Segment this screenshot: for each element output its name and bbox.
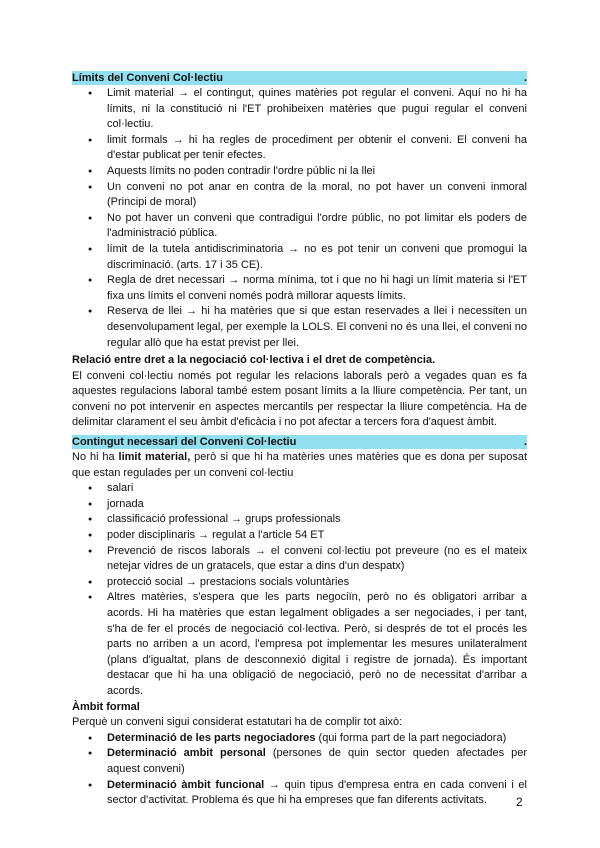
list-item: ● Prevenció de riscos laborals → el conveni col·lectiu pot preveure (no es el mateix netejar vidres de un gratacels, que estar a dins d'un despatx) — [72, 544, 527, 575]
limits-list — [72, 86, 527, 351]
contingut-list — [72, 481, 527, 699]
heading-end: . — [523, 72, 527, 84]
section-heading-ambit-formal: Àmbit formal — [72, 700, 140, 713]
intro-text: No hi ha — [72, 451, 119, 464]
list-item: ● classificació professional → grups professionals — [72, 512, 527, 528]
list-item: ● Reserva de llei → hi ha matèries que si que estan reservades a llei i necessiten un desenvolupament legal, per exemple la LOLS. El conveni no és una llei, el conveni no regular allò que ha estat previst per llei. — [72, 304, 527, 351]
item-bold: Determinació àmbit funcional — [107, 778, 265, 791]
item-text: (qui forma part de la part negociadora) — [315, 731, 507, 744]
list-item: ● Limit material → el contingut, quines matèries pot regular el conveni. Aquí no hi ha límits, ni la constitució ni l'ET prohibeixen matèries que pugui regular el conveni col·lectiu. — [72, 86, 527, 133]
heading-end: . — [523, 436, 527, 449]
list-item: ● protecció social → prestacions socials voluntàries — [72, 575, 527, 591]
list-item: ● salari — [72, 481, 527, 497]
list-item: ● limit formals → hi ha regles de procediment per obtenir el conveni. El conveni ha d'estar publicat per tenir efectes. — [72, 133, 527, 164]
page-number: 2 — [516, 795, 523, 809]
heading-text: Límits del Conveni Col·lectiu — [72, 72, 223, 84]
list-item: ● Aquests límits no poden contradir l'ordre públic ni la llei — [72, 164, 527, 180]
list-item: ● Altres matèries, s'espera que les parts negociïn, però no és obligatori arribar a acords. Hi ha matèries que estan legalment obligades a ser negociades, i per tant, s'ha de fer el procés de negociació col·lectiva. Però, si després de tot el procés les parts no arriben a un acord, l'empresa pot implementar les mesures unilateralment (plans d'igualtat, plans de desconnexió digital i registre de jornada). És important destacar que hi ha una obligació de negociació, però no de necessitat d'arribar a acords. — [72, 590, 527, 699]
list-item — [72, 778, 527, 809]
ambit-intro: Perquè un conveni sigui considerat estatutari ha de complir tot això: — [72, 716, 403, 729]
list-item: ● límit de la tutela antidiscriminatoria → no es pot tenir un conveni que promogui la discriminació. (arts. 17 i 35 CE). — [72, 242, 527, 273]
intro-bold: limit material, — [118, 451, 191, 464]
intro-text: però si que hi ha matèries unes matèries que es dona per suposat que estan regulades per un conveni col·lectiu — [72, 451, 528, 479]
section-heading-competencia: Relació entre dret a la negociació col·lectiva i el dret de competència. — [72, 354, 436, 367]
contingut-intro — [72, 450, 527, 481]
competencia-paragraph: El conveni col·lectiu només pot regular les relacions laborals però a vegades quan es fa aquestes regulacions laboral també estem posant límits a la lliure competència. Per tant, un conveni no pot intervenir en aspectes mercantils per respectar la lliure competència. Ha de delimitar clarament el seu àmbit d'eficàcia i no pot afectar a tercers fora d'aquest àmbit. — [72, 369, 527, 429]
ambit-list — [72, 731, 527, 809]
section-heading-contingut — [72, 435, 527, 449]
list-item — [72, 731, 527, 747]
item-bold: Determinació de les parts negociadores — [107, 731, 316, 744]
list-item — [72, 746, 527, 777]
item-text: (persones de quin sector queden afectades per aquest conveni) — [107, 747, 527, 775]
section-heading-limits — [72, 71, 527, 85]
list-item: ● jornada — [72, 497, 527, 513]
list-item: ● No pot haver un conveni que contradigui l'ordre públic, no pot limitar els poders de l'administració pública. — [72, 211, 527, 242]
list-item: ● poder disciplinaris → regulat a l'article 54 ET — [72, 528, 527, 544]
list-item: ● Un conveni no pot anar en contra de la moral, no pot haver un conveni inmoral (Principi de moral) — [72, 180, 527, 211]
document-page — [72, 71, 527, 809]
heading-text: Contingut necessari del Conveni Col·lectiu — [72, 436, 297, 449]
list-item: ● Regla de dret necessari → norma mínima, tot i que no hi hagi un límit materia si l'ET fixa uns límits el conveni només podrà millorar aquests límits. — [72, 273, 527, 304]
item-text: → quin tipus d'empresa entra en cada conveni i el sector d'activitat. Problema és que hi ha empreses que fan diferents activitats. — [107, 778, 527, 807]
item-bold: Determinació ambit personal — [107, 747, 266, 760]
